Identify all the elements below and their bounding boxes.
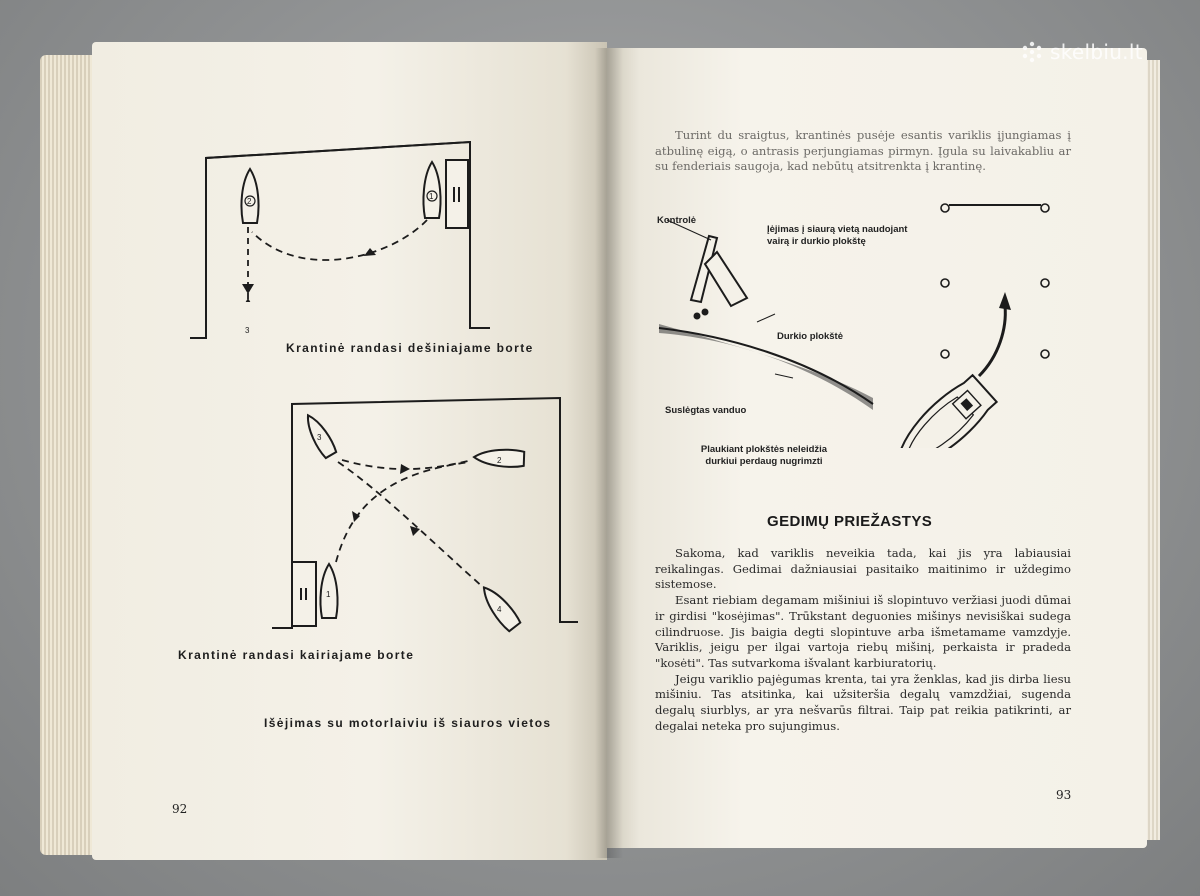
page-number-left: 92 xyxy=(172,802,188,816)
boat-label-2-bottom: 2 xyxy=(497,456,502,465)
watermark xyxy=(1020,40,1143,64)
label-ejimas: Įėjimas į siaurą vietą naudojant vairą ir durkio plokštę xyxy=(767,224,908,247)
figure-title-left: Išėjimas su motorlaiviu iš siauros vietos xyxy=(264,716,552,730)
boat-label-3-bottom: 3 xyxy=(317,433,322,442)
boat-label-1-bottom: 1 xyxy=(326,590,331,599)
watermark-logo-icon xyxy=(1020,40,1044,64)
label-kontrole: Kontrolė xyxy=(657,215,697,226)
quay-block-left xyxy=(292,562,316,626)
watermark-text: skelbiu.lt xyxy=(1050,40,1143,64)
page-edges-left xyxy=(40,55,100,855)
boat-label-2-top: 2 xyxy=(247,197,252,206)
paragraph-3: Jeigu variklio pajėgumas krenta, tai yra ženklas, kad jis dirba liesu mišiniu. Tas atsitinka, kai užsiteršia degalų vamzdžiai, sugenda degalų siurblys, ar yra nešvarūs filtrai. Taip pat reikia patikrinti, ar degalai neteka pro sujungimus. xyxy=(655,671,1071,733)
boat-2-bottom xyxy=(474,449,525,468)
boat-3-bottom xyxy=(301,411,337,458)
label-durkio: Durkio plokštė xyxy=(777,331,843,342)
right-page xyxy=(607,48,1147,848)
caption-quay-right: Krantinė randasi dešiniajame borte xyxy=(286,341,534,355)
caption-quay-left: Krantinė randasi kairiajame borte xyxy=(178,648,415,662)
book-spine-shadow xyxy=(595,48,623,858)
paragraph-2: Esant riebiam degamam mišiniui iš slopintuvo veržiasi juodi dūmai ir girdisi "kosėjimas". Trūkstant deguonies mišinys nevisiškai sudega cilindruose. Jis baigia degti slopintuve arba išmetamame vamzdyje. Variklis, jeigu per ilgai vartoja riebų mišinį, perkaista ir pradeda "kosėti". Tas sutvarkoma išvalant karbiuratorių. xyxy=(655,593,1071,670)
body-paragraphs xyxy=(655,546,1071,734)
left-page xyxy=(92,42,607,860)
page-number-right: 93 xyxy=(1056,788,1072,802)
label-plaukiant: Plaukiant plokštės neleidžia durkiui perdaug nugrimzti xyxy=(700,444,828,467)
paragraph-1: Sakoma, kad variklis neveikia tada, kai jis yra labiausiai reikalingas. Gedimai dažniausiai pasitaiko maitinimo ir uždegimo sistemose. xyxy=(655,546,1071,592)
path-arrow-bottom-c xyxy=(338,462,484,588)
boat-label-4-bottom: 4 xyxy=(497,605,502,614)
path-arrow-bottom-b xyxy=(336,462,470,562)
intro-text: Turint du sraigtus, krantinės pusėje esantis variklis įjungiamas į atbulinę eigą, o antrasis perjungiamas pirmyn. Įgula su laivakabliu ar su fenderiais saugoja, kad nebūtų atsitrenkta į krantinę. xyxy=(655,128,1071,174)
label-suslegtas: Suslėgtas vanduo xyxy=(665,405,747,416)
section-heading: GEDIMŲ PRIEŽASTYS xyxy=(767,513,933,530)
boat-top-view xyxy=(882,372,999,448)
boat-4-bottom xyxy=(477,582,521,632)
boat-1-bottom xyxy=(320,564,337,618)
diagram-quay-left xyxy=(92,42,607,662)
boat-label-3-top: 3 xyxy=(245,326,250,335)
boat-label-1-top: 1 xyxy=(429,192,434,201)
intro-paragraph xyxy=(655,128,1071,175)
